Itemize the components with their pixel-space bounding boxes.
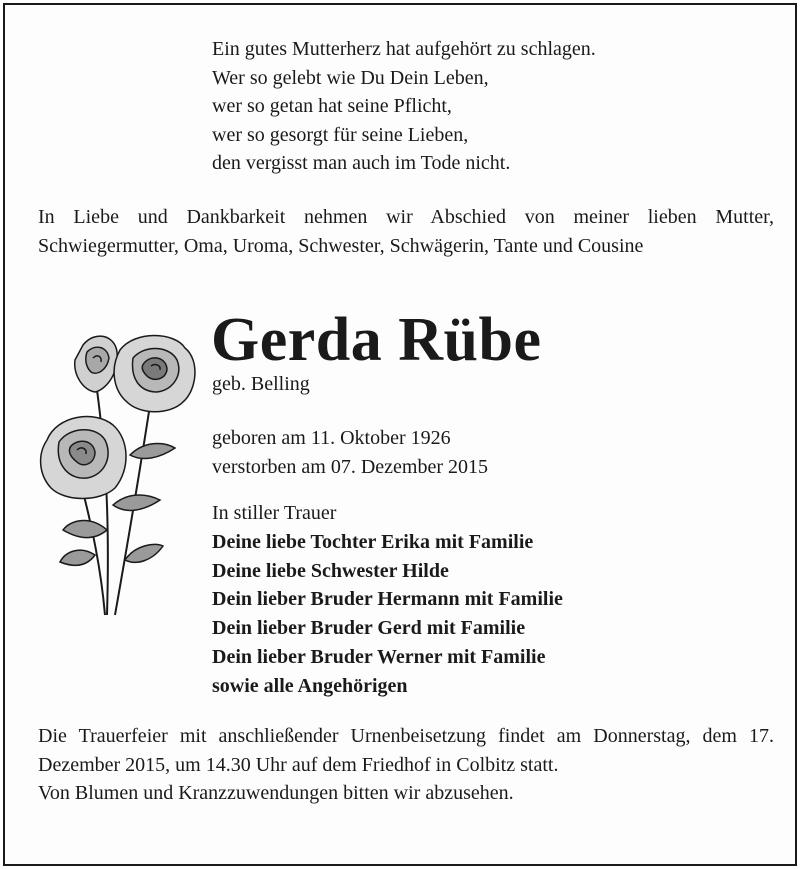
- life-dates: [212, 424, 488, 481]
- death-date: verstorben am 07. Dezember 2015: [212, 455, 489, 478]
- obituary-notice: [3, 3, 797, 866]
- deceased-name: Gerda Rübe: [211, 306, 542, 374]
- poem: [212, 35, 596, 178]
- maiden-name: geb. Belling: [212, 373, 310, 395]
- flowers-note: Von Blumen und Kranzzuwendungen bitten wir abzusehen.: [38, 782, 514, 804]
- mourner-line: Dein lieber Bruder Gerd mit Familie: [212, 617, 526, 640]
- mourner-line: Deine liebe Schwester Hilde: [212, 559, 449, 582]
- roses-illustration-icon: [35, 330, 200, 620]
- poem-line: Wer so gelebt wie Du Dein Leben,: [212, 66, 489, 89]
- service-info: [38, 722, 774, 808]
- birth-date: geboren am 11. Oktober 1926: [212, 427, 451, 449]
- service-text: Die Trauerfeier mit anschließender Urnenbeisetzung findet am Donnerstag, dem 17. Dezember 2015, um 14.30 Uhr auf dem Friedhof in Colbitz statt.: [38, 725, 774, 776]
- mourner-line: Dein lieber Bruder Hermann mit Familie: [212, 588, 563, 611]
- mourner-line: sowie alle Angehörigen: [212, 674, 408, 697]
- poem-line: wer so getan hat seine Pflicht,: [212, 95, 452, 117]
- mourner-line: Dein lieber Bruder Werner mit Familie: [212, 645, 546, 668]
- mourners-heading: In stiller Trauer: [212, 502, 337, 524]
- poem-line: den vergisst man auch im Tode nicht.: [212, 152, 511, 174]
- intro-text: In Liebe und Dankbarkeit nehmen wir Abschied von meiner lieben Mutter, Schwiegermutter, Oma, Uroma, Schwester, Schwägerin, Tante und Cousine: [38, 206, 774, 257]
- mourner-line: Deine liebe Tochter Erika mit Familie: [212, 530, 534, 553]
- poem-line: wer so gesorgt für seine Lieben,: [212, 123, 469, 146]
- poem-line: Ein gutes Mutterherz hat aufgehört zu schlagen.: [212, 38, 596, 60]
- mourners-section: [212, 499, 563, 701]
